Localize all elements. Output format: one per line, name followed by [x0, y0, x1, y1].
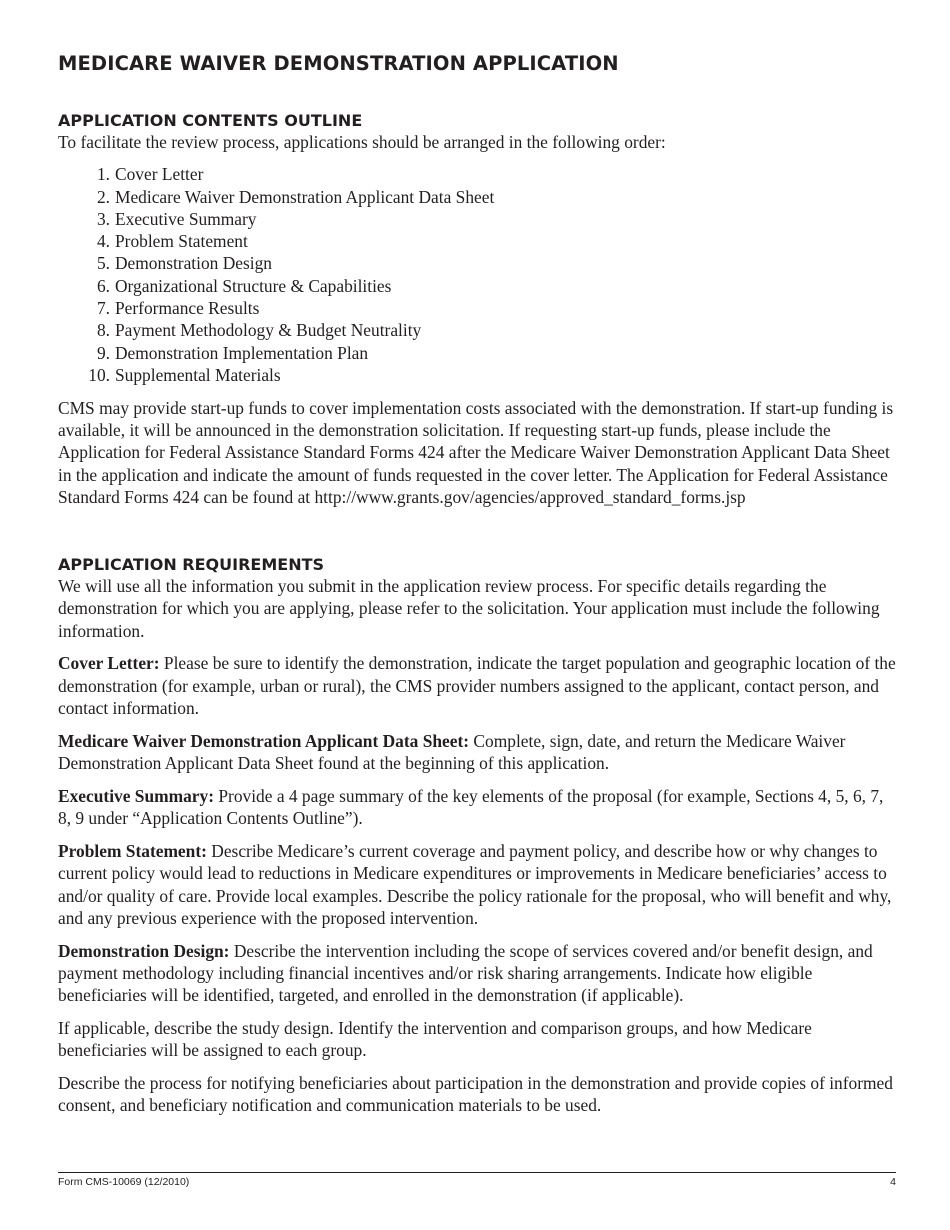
executive-summary-label: Executive Summary: — [58, 785, 215, 806]
footer-form-id: Form CMS-10069 (12/2010) — [58, 1176, 190, 1188]
list-item — [58, 297, 898, 319]
list-item-label: Organizational Structure & Capabilities — [115, 275, 392, 296]
list-item-label: Medicare Waiver Demonstration Applicant Data Sheet — [115, 186, 495, 207]
requirements-intro: We will use all the information you submit in the application review process. For specific details regarding the demonstration for which you are applying, please refer to the solicitation. Your application must include the following information. — [58, 576, 880, 641]
list-item — [58, 230, 898, 252]
demonstration-design-paragraph — [58, 940, 898, 1007]
list-item-label: Executive Summary — [115, 208, 257, 229]
list-item-label: Problem Statement — [115, 231, 248, 252]
list-item-label: Supplemental Materials — [115, 364, 281, 385]
contents-outline-list — [58, 163, 898, 386]
list-item-number: 3. — [96, 208, 110, 229]
list-item-number: 9. — [96, 342, 110, 363]
list-item-label: Demonstration Implementation Plan — [115, 342, 369, 363]
footer-page-number: 4 — [890, 1176, 896, 1188]
cover-letter-paragraph — [58, 652, 898, 719]
list-item-number: 8. — [96, 320, 110, 341]
list-item-number: 6. — [96, 275, 110, 296]
footer-divider — [58, 1172, 896, 1173]
list-item — [58, 364, 898, 386]
list-item — [58, 208, 898, 230]
requirements-heading: APPLICATION REQUIREMENTS — [58, 555, 325, 574]
study-design-paragraph: If applicable, describe the study design. Identify the intervention and comparison groups, and how Medicare beneficiaries will be assigned to each group. — [58, 1018, 812, 1061]
funding-paragraph — [58, 397, 898, 508]
list-item-number: 5. — [96, 253, 110, 274]
cover-letter-label: Cover Letter: — [58, 653, 160, 674]
data-sheet-text: Complete, sign, date, and return the Medicare Waiver Demonstration Applicant Data Sheet found at the beginning of this application. — [58, 730, 846, 774]
problem-statement-paragraph — [58, 840, 898, 929]
data-sheet-label: Medicare Waiver Demonstration Applicant Data Sheet: — [58, 730, 470, 751]
page-title: MEDICARE WAIVER DEMONSTRATION APPLICATION — [58, 52, 619, 75]
list-item-number: 7. — [96, 298, 110, 319]
list-item-number: 2. — [96, 186, 110, 207]
list-item-label: Payment Methodology & Budget Neutrality — [115, 320, 422, 341]
list-item — [58, 252, 898, 274]
list-item — [58, 319, 898, 341]
funding-text: CMS may provide start-up funds to cover implementation costs associated with the demonstration. If start-up funding is available, it will be announced in the demonstration solicitation. If requesting start-up funds, please include the Application for Federal Assistance Standard Forms 424 after the Medicare Waiver Demonstration Applicant Data Sheet in the application and indicate the amount of funds requested in the cover letter. The Application for Federal Assistance Standard Forms 424 can be found at — [58, 397, 894, 507]
list-item-number: 10. — [88, 364, 110, 385]
executive-summary-text: Provide a 4 page summary of the key elements of the proposal (for example, Sections 4, 5, 6, 7, 8, 9 under “Application Contents Outline”). — [58, 785, 884, 829]
list-item-number: 1. — [96, 164, 110, 185]
list-item — [58, 342, 898, 364]
notification-paragraph: Describe the process for notifying beneficiaries about participation in the demonstration and provide copies of informed consent, and beneficiary notification and communication materials to be used. — [58, 1073, 893, 1116]
list-item-label: Cover Letter — [115, 164, 204, 185]
data-sheet-paragraph — [58, 730, 898, 775]
requirements-section — [58, 555, 898, 1117]
problem-statement-label: Problem Statement: — [58, 840, 207, 861]
demonstration-design-label: Demonstration Design: — [58, 940, 230, 961]
problem-statement-text: Describe Medicare’s current coverage and payment policy, and describe how or why changes to current policy would lead to reductions in Medicare expenditures or improvements in Medicare beneficiaries’ access to and/or quality of care. Provide local examples. Describe the policy rationale for the proposal, who will benefit and why, and any previous experience with the proposed intervention. — [58, 840, 892, 928]
contents-outline-intro: To facilitate the review process, applications should be arranged in the following order: — [58, 132, 666, 152]
list-item — [58, 163, 898, 185]
list-item-label: Demonstration Design — [115, 253, 272, 274]
list-item — [58, 275, 898, 297]
list-item-number: 4. — [96, 231, 110, 252]
contents-outline-heading: APPLICATION CONTENTS OUTLINE — [58, 111, 363, 130]
executive-summary-paragraph — [58, 785, 898, 830]
demonstration-design-text: Describe the intervention including the scope of services covered and/or benefit design, and payment methodology including financial incentives and/or risk sharing arrangements. Indicate how eligible beneficiaries will be identified, targeted, and enrolled in the demonstration (if applicable). — [58, 940, 873, 1006]
funding-url: http://www.grants.gov/agencies/approved_standard_forms.jsp — [314, 486, 746, 507]
list-item — [58, 186, 898, 208]
cover-letter-text: Please be sure to identify the demonstration, indicate the target population and geographic location of the demonstration (for example, urban or rural), the CMS provider numbers assigned to the applicant, contact person, and contact information. — [58, 653, 896, 718]
contents-outline-section — [58, 111, 898, 508]
list-item-label: Performance Results — [115, 298, 260, 319]
